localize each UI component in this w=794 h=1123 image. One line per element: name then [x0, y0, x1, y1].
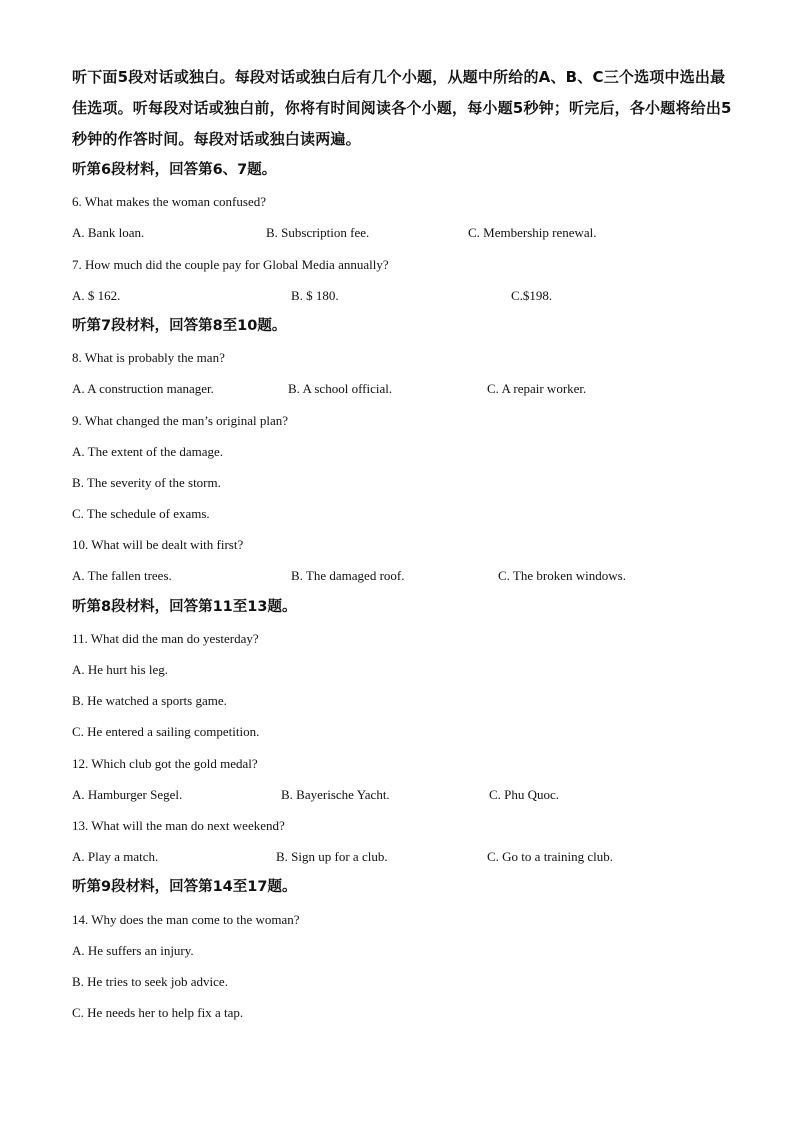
option-13a: A. Play a match. — [72, 849, 159, 865]
options-7 — [72, 280, 732, 311]
option-12c: C. Phu Quoc. — [489, 786, 560, 802]
option-7c: C.$198. — [511, 287, 553, 303]
option-10b: B. The damaged roof. — [291, 568, 405, 584]
options-12 — [72, 779, 732, 810]
options-8 — [72, 373, 732, 404]
option-11c: C. He entered a sailing competition. — [72, 724, 260, 740]
question-12: 12. Which club got the gold medal? — [72, 755, 258, 771]
section-heading-8: 听第8段材料，回答第11至13题。 — [72, 598, 297, 615]
option-14b: B. He tries to seek job advice. — [72, 973, 228, 989]
option-14a: A. He suffers an injury. — [72, 942, 194, 958]
exam-page — [72, 62, 732, 1028]
question-9: 9. What changed the man’s original plan? — [72, 412, 288, 428]
option-13c: C. Go to a training club. — [487, 849, 614, 865]
option-13b: B. Sign up for a club. — [276, 849, 388, 865]
question-7: 7. How much did the couple pay for Global Media annually? — [72, 256, 389, 272]
question-10: 10. What will be dealt with first? — [72, 537, 244, 553]
section-heading-7: 听第7段材料，回答第8至10题。 — [72, 317, 287, 334]
option-7a: A. $ 162. — [72, 287, 121, 303]
option-12a: A. Hamburger Segel. — [72, 786, 183, 802]
option-8c: C. A repair worker. — [487, 381, 587, 397]
option-9a: A. The extent of the damage. — [72, 443, 224, 459]
option-11b: B. He watched a sports game. — [72, 693, 227, 709]
option-14c: C. He needs her to help fix a tap. — [72, 1005, 244, 1021]
option-10c: C. The broken windows. — [498, 568, 626, 584]
question-11: 11. What did the man do yesterday? — [72, 630, 259, 646]
option-8b: B. A school official. — [288, 381, 393, 397]
option-6c: C. Membership renewal. — [468, 225, 597, 241]
options-13 — [72, 841, 732, 872]
option-11a: A. He hurt his leg. — [72, 662, 169, 677]
question-6: 6. What makes the woman confused? — [72, 194, 266, 210]
option-6b: B. Subscription fee. — [266, 225, 370, 241]
question-13: 13. What will the man do next weekend? — [72, 817, 285, 833]
option-12b: B. Bayerische Yacht. — [281, 786, 390, 802]
section-heading-9: 听第9段材料，回答第14至17题。 — [72, 879, 297, 896]
option-10a: A. The fallen trees. — [72, 568, 172, 584]
listening-instructions: 听下面5段对话或独白。每段对话或独白后有几个小题，从题中所给的A、B、C三个选项中选出最佳选项。听每段对话或独白前，你将有时间阅读各个小题，每小题5秒钟；听完后，各小题将给出5秒钟的作答时间。每段对话或独白读两遍。 — [72, 68, 732, 148]
question-8: 8. What is probably the man? — [72, 350, 225, 366]
option-9c: C. The schedule of exams. — [72, 506, 210, 522]
option-8a: A. A construction manager. — [72, 381, 214, 397]
option-6a: A. Bank loan. — [72, 225, 145, 241]
options-10 — [72, 560, 732, 591]
option-9b: B. The severity of the storm. — [72, 474, 221, 490]
question-14: 14. Why does the man come to the woman? — [72, 911, 300, 927]
option-7b: B. $ 180. — [291, 287, 339, 303]
section-heading-6: 听第6段材料，回答第6、7题。 — [72, 162, 277, 178]
options-6 — [72, 217, 732, 248]
